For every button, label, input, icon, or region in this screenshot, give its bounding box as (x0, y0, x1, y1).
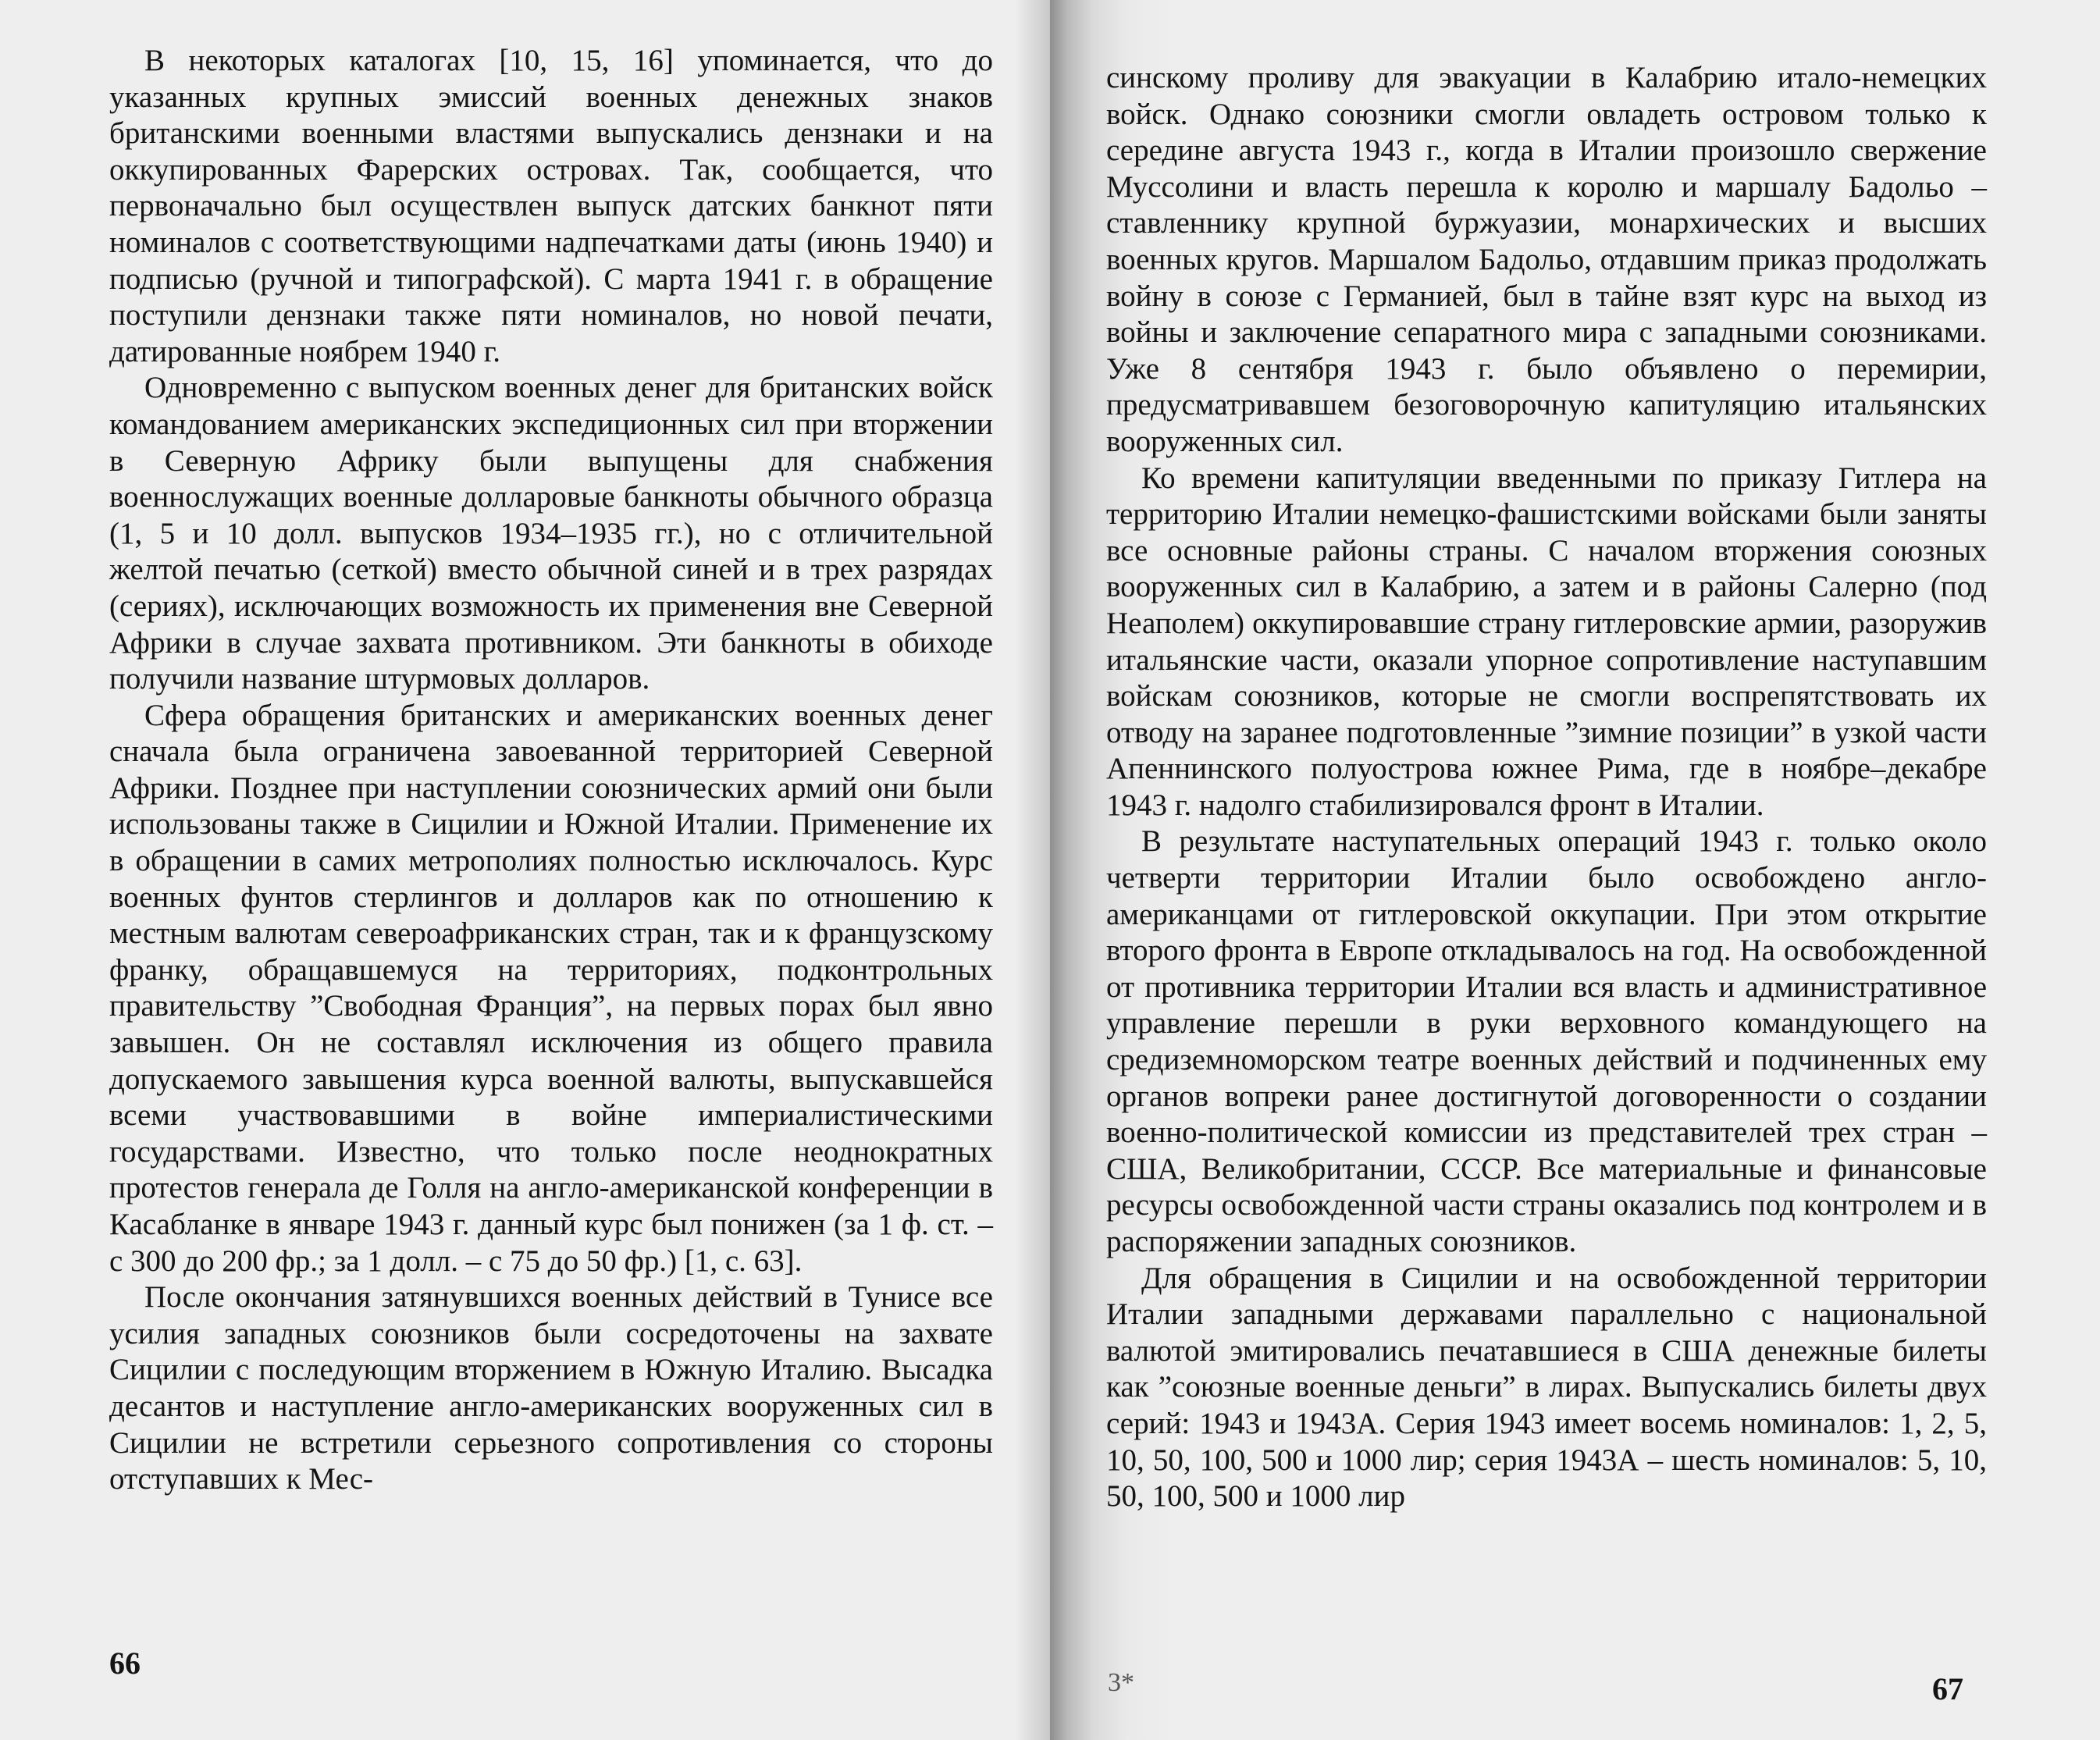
signature-mark: 3* (1108, 1668, 1134, 1697)
paragraph: Сфера обращения британских и американских военных денег сначала была ограничена завоеванной территорией Северной Африки. Позднее при наступлении союзнических армий они были использованы также в Сицилии и Южной Италии. Применение их в обращении в самих метрополиях полностью исключалось. Курс военных фунтов стерлингов и долларов как по отношению к местным валютам североафриканских стран, так и к французскому франку, обращавшемуся на территориях, подконтрольных правительству ”Свободная Франция”, на первых порах был явно завышен. Он не составлял исключения из общего правила допускаемого завышения курса военной валюты, выпускавшейся всеми участвовавшими в войне империалистическими государствами. Известно, что только после неоднократных протестов генерала де Голля на англо-американской конференции в Касабланке в январе 1943 г. данный курс был понижен (за 1 ф. ст. – с 300 до 200 фр.; за 1 долл. – с 75 до 50 фр.) [1, с. 63]. (109, 698, 993, 1278)
left-page-text (109, 43, 993, 1498)
paragraph: В некоторых каталогах [10, 15, 16] упоминается, что до указанных крупных эмиссий военных денежных знаков британскими военными властями выпускались дензнаки и на оккупированных Фарерских островах. Так, сообщается, что первоначально был осуществлен выпуск датских банкнот пяти номиналов с соответствующими надпечатками даты (июнь 1940) и подписью (ручной и типографской). С марта 1941 г. в обращение поступили дензнаки также пяти номиналов, но новой печати, датированные ноябрем 1940 г. (109, 44, 993, 368)
gutter-shadow (1015, 0, 1050, 1740)
right-page (1050, 0, 2100, 1740)
paragraph: В результате наступательных операций 1943 г. только около четверти территории Италии было освобождено англо-американцами от гитлеровской оккупации. При этом открытие второго фронта в Европе откладывалось на год. На освобожденной от противника территории Италии вся власть и административное управление перешли в руки верховного командующего на средиземноморском театре военных действий и подчиненных ему органов вопреки ранее достигнутой договоренности о создании военно-политической комиссии из представителей трех стран – США, Великобритании, СССР. Все материальные и финансовые ресурсы освобожденной части страны оказались под контролем и в распоряжении западных союзников. (1106, 824, 1987, 1258)
paragraph: Для обращения в Сицилии и на освобожденной территории Италии западными державами параллельно с национальной валютой эмитировались печатавшиеся в США денежные билеты как ”союзные военные деньги” в лирах. Выпускались билеты двух серий: 1943 и 1943А. Серия 1943 имеет восемь номиналов: 1, 2, 5, 10, 50, 100, 500 и 1000 лир; серия 1943А – шесть номиналов: 5, 10, 50, 100, 500 и 1000 лир (1106, 1261, 1987, 1514)
paragraph: Одновременно с выпуском военных денег для британских войск командованием американских экспедиционных сил при вторжении в Северную Африку были выпущены для снабжения военнослужащих военные долларовые банкноты обычного образца (1, 5 и 10 долл. выпусков 1934–1935 гг.), но с отличительной желтой печатью (сеткой) вместо обычной синей и в трех разрядах (сериях), исключающих возможность их применения вне Северной Африки в случае захвата противником. Эти банкноты в обиходе получили название штурмовых долларов. (109, 371, 993, 696)
page-number-left: 66 (109, 1646, 141, 1681)
page-number-right: 67 (1932, 1671, 1963, 1706)
paragraph: После окончания затянувшихся военных действий в Тунисе все усилия западных союзников были сосредоточены на захвате Сицилии с последующим вторжением в Южную Италию. Высадка десантов и наступление англо-американских вооруженных сил в Сицилии не встретили серьезного сопротивления со стороны отступавших к Мес- (109, 1280, 993, 1496)
paragraph: Ко времени капитуляции введенными по приказу Гитлера на территорию Италии немецко-фашистскими войсками были заняты все основные районы страны. С началом вторжения союзных вооруженных сил в Калабрию, а затем и в районы Салерно (под Неаполем) оккупировавшие страну гитлеровские армии, разоружив итальянские части, оказали упорное сопротивление наступавшим войскам союзников, которые не смогли воспрепятствовать их отводу на заранее подготовленные ”зимние позиции” в узкой части Апеннинского полуострова южнее Рима, где в ноябре–декабре 1943 г. надолго стабилизировался фронт в Италии. (1106, 461, 1987, 822)
right-page-text (1106, 60, 1987, 1515)
paragraph: синскому проливу для эвакуации в Калабрию итало-немецких войск. Однако союзники смогли овладеть островом только к середине августа 1943 г., когда в Италии произошло свержение Муссолини и власть перешла к королю и маршалу Бадольо – ставленнику крупной буржуазии, монархических и высших военных кругов. Маршалом Бадольо, отдавшим приказ продолжать войну в союзе с Германией, был в тайне взят курс на выход из войны и заключение сепаратного мира с западными союзниками. Уже 8 сентября 1943 г. было объявлено о перемирии, предусматривавшем безоговорочную капитуляцию итальянских вооруженных сил. (1106, 61, 1987, 458)
